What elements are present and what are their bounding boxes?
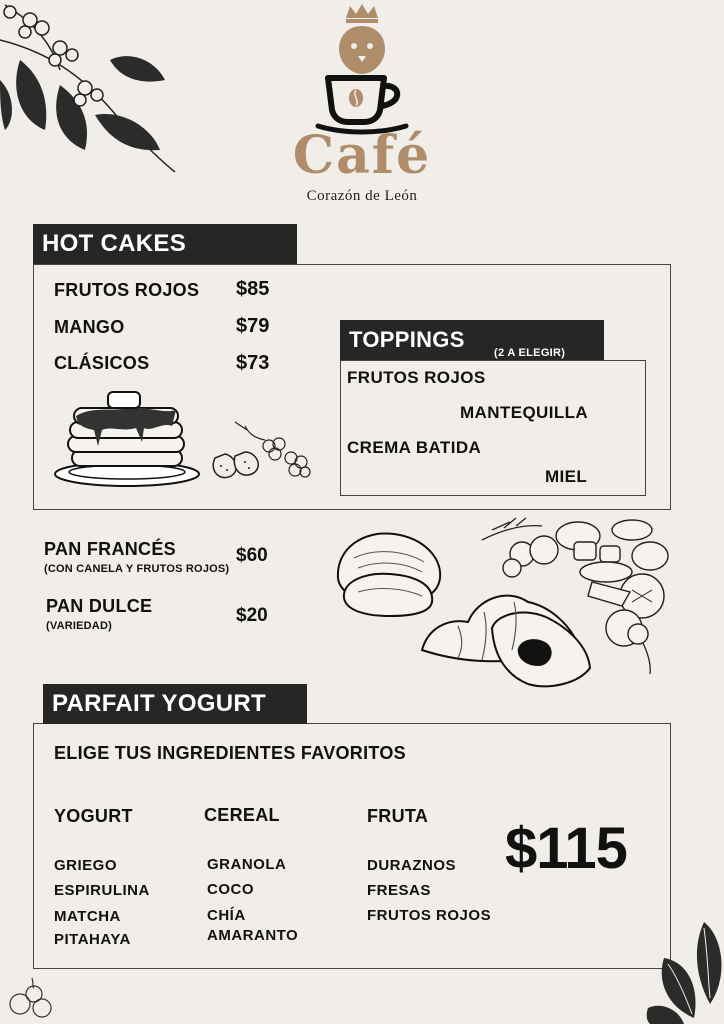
bread-item-note: (CON CANELA Y FRUTOS ROJOS) (44, 563, 230, 575)
bread-item-price: $60 (236, 545, 268, 566)
pastries-icon (482, 512, 674, 678)
parfait-option: AMARANTO (207, 927, 299, 944)
coffee-branch-icon (0, 0, 180, 180)
bread-item-price: $20 (236, 605, 268, 626)
hot-cakes-title (33, 224, 297, 264)
leaf-icon (644, 918, 724, 1024)
bread-item-name: PAN DULCE (46, 596, 153, 616)
parfait-option: GRANOLA (207, 856, 287, 873)
parfait-option: GRIEGO (54, 857, 118, 874)
bread-item-note: (VARIEDAD) (46, 620, 112, 632)
berries-icon (2, 974, 58, 1022)
parfait-option: DURAZNOS (367, 857, 456, 874)
pancake-stack-icon (52, 386, 202, 490)
brand-name: Café (292, 125, 432, 186)
lion-crown-icon (332, 4, 392, 74)
bread-item-name: PAN FRANCÉS (44, 539, 176, 559)
parfait-price: $115 (505, 816, 627, 881)
parfait-option: PITAHAYA (54, 931, 131, 948)
parfait-option: FRUTOS ROJOS (367, 907, 492, 924)
parfait-title-text: PARFAIT YOGURT (52, 690, 266, 717)
parfait-option: ESPIRULINA (54, 882, 150, 899)
toppings-note: (2 A ELEGIR) (494, 347, 566, 359)
parfait-title (43, 684, 307, 724)
parfait-column-heading: FRUTA (367, 806, 429, 826)
hot-cake-item-name: CLÁSICOS (54, 353, 150, 373)
brand-tagline: Corazón de León (306, 188, 418, 204)
parfait-option: FRESAS (367, 882, 431, 899)
parfait-option: MATCHA (54, 908, 121, 925)
topping-item: CREMA BATIDA (347, 438, 482, 457)
toppings-title-text: TOPPINGS (349, 327, 465, 352)
topping-item: MIEL (545, 467, 588, 486)
parfait-column-heading: CEREAL (204, 805, 280, 825)
hot-cakes-title-text: HOT CAKES (42, 230, 187, 257)
hot-cake-item-name: MANGO (54, 317, 125, 337)
hot-cake-item-price: $79 (236, 315, 270, 337)
hot-cake-item-price: $73 (236, 352, 270, 374)
hot-cake-item-name: FRUTOS ROJOS (54, 280, 200, 300)
parfait-option: COCO (207, 881, 254, 898)
topping-item: FRUTOS ROJOS (347, 368, 486, 387)
topping-item: MANTEQUILLA (460, 403, 589, 422)
berries-icon (205, 418, 315, 484)
parfait-subtitle: ELIGE TUS INGREDIENTES FAVORITOS (54, 743, 406, 763)
hot-cake-item-price: $85 (236, 278, 270, 300)
parfait-option: CHÍA (207, 907, 246, 924)
parfait-column-heading: YOGURT (54, 806, 133, 826)
